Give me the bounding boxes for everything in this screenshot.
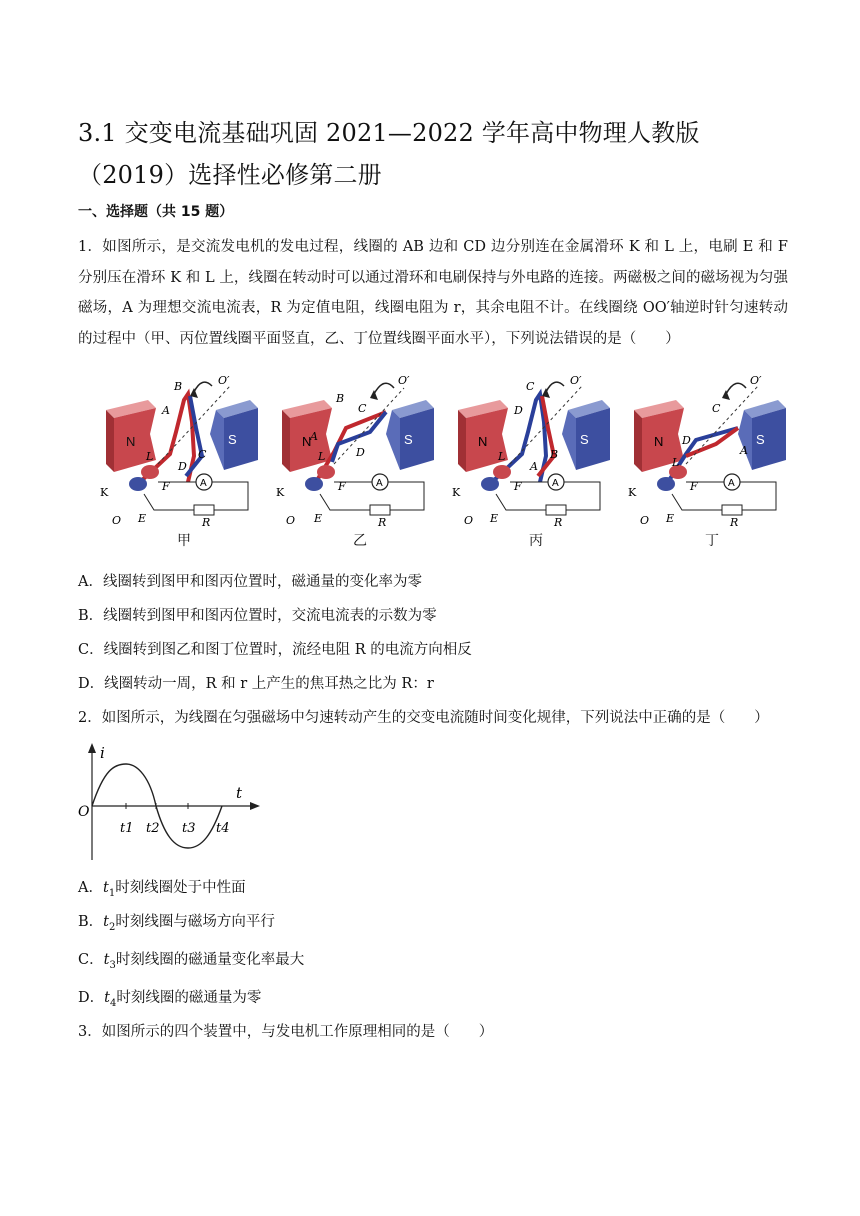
slip-ring-l-label: L	[146, 450, 154, 463]
slip-ring-l-label: L	[498, 450, 506, 463]
axis-o-label: O	[464, 514, 474, 527]
q2-option-a-text: 时刻线圈处于中性面	[115, 880, 246, 896]
slip-ring-l-label: L	[318, 450, 326, 463]
q2-option-b-sub: 2	[108, 921, 116, 933]
slip-ring-l-label: L	[672, 456, 680, 469]
section-heading: 一、选择题（共 15 题）	[78, 204, 234, 220]
graph-tick-t1: t1	[120, 821, 134, 836]
q2-option-c-letter: C．	[78, 952, 104, 968]
axis-o-prime-label: O′	[750, 374, 762, 387]
corner-d-label: D	[178, 460, 187, 473]
q2-option-d	[78, 988, 261, 1014]
resistor-label: R	[202, 516, 211, 529]
corner-d-label: D	[514, 404, 523, 417]
north-pole-label: N	[302, 434, 312, 449]
corner-c-label: C	[358, 402, 367, 415]
slip-ring-k-label: K	[628, 486, 637, 499]
generator-diagram-ding	[626, 372, 798, 532]
corner-d-label: D	[682, 434, 691, 447]
q2-option-b-t: t	[103, 914, 109, 930]
resistor-label: R	[378, 516, 387, 529]
brush-e-label: E	[666, 512, 675, 525]
q2-option-b-text: 时刻线圈与磁场方向平行	[115, 914, 275, 930]
axis-o-prime-label: O′	[570, 374, 582, 387]
north-pole-label: N	[126, 434, 136, 449]
axis-o-prime-label: O′	[398, 374, 410, 387]
page-title: 3.1 交变电流基础巩固 2021—2022 学年高中物理人教版（2019）选择性必修第二册	[78, 119, 700, 189]
brush-e-label: E	[138, 512, 147, 525]
q2-option-d-sub: 4	[109, 997, 117, 1009]
q2-option-c-text: 时刻线圈的磁通量变化率最大	[115, 952, 305, 968]
corner-b-label: B	[336, 392, 345, 405]
panel-bing	[450, 372, 622, 552]
north-pole-label: N	[478, 434, 488, 449]
brush-e-label: E	[490, 512, 499, 525]
q2-option-c	[78, 950, 304, 976]
slip-ring-k-label: K	[276, 486, 285, 499]
axis-o-label: O	[286, 514, 296, 527]
resistor-label: R	[554, 516, 563, 529]
corner-b-label: B	[550, 448, 559, 461]
brush-f-label: F	[162, 480, 170, 493]
axis-o-prime-label: O′	[218, 374, 230, 387]
question-1-stem: 1．如图所示，是交流发电机的发电过程，线圈的 AB 边和 CD 边分别连在金属滑环 K 和 L 上，电刷 E 和 F 分别压在滑环 K 和 L 上，线圈在转动时可以通过滑环和电刷保持与外电路的连接。两磁极之间的磁场视为匀强磁场，A 为理想交流电流表，R 为定值电阻，线圈电阻为 r，其余电阻不计。在线圈绕 OO′轴逆时针匀速转动的过程中（甲、丙位置线圈平面竖直，乙、丁位置线圈平面水平），下列说法错误的是（ ）	[78, 239, 788, 347]
generator-figure	[98, 372, 798, 552]
graph-x-label: t	[236, 784, 243, 802]
graph-tick-t4: t4	[216, 821, 230, 836]
caption-ding: 丁	[705, 533, 719, 549]
axis-o-label: O	[112, 514, 122, 527]
q2-option-b-letter: B．	[78, 914, 104, 930]
brush-f-label: F	[690, 480, 698, 493]
q1-option-b: B．线圈转到图甲和图丙位置时，交流电流表的示数为零	[78, 608, 437, 624]
graph-origin-label: O	[78, 804, 90, 820]
caption-bing: 丙	[529, 533, 543, 549]
graph-y-label: i	[100, 744, 105, 762]
q2-option-c-t: t	[103, 952, 110, 968]
brush-e-label: E	[314, 512, 323, 525]
corner-c-label: C	[198, 448, 207, 461]
panel-yi	[274, 372, 446, 552]
q2-option-a-letter: A．	[78, 880, 103, 896]
current-time-graph	[76, 740, 266, 866]
graph-tick-t2: t2	[146, 821, 160, 836]
brush-f-label: F	[514, 480, 522, 493]
corner-a-label: A	[162, 404, 170, 417]
corner-a-label: A	[530, 460, 538, 473]
ammeter-label: A	[376, 478, 383, 489]
panel-jia	[98, 372, 270, 552]
corner-b-label: B	[174, 380, 183, 393]
caption-yi: 乙	[353, 533, 367, 549]
corner-a-label: A	[740, 444, 748, 457]
north-pole-label: N	[654, 434, 664, 449]
question-2-stem: 2．如图所示，为线圈在匀强磁场中匀速转动产生的交变电流随时间变化规律，下列说法中正确的是（ ）	[78, 710, 769, 726]
q2-option-a-sub: 1	[108, 887, 116, 899]
ammeter-label: A	[552, 478, 559, 489]
q2-option-d-t: t	[104, 990, 110, 1006]
resistor-label: R	[730, 516, 739, 529]
corner-c-label: C	[526, 380, 535, 393]
generator-diagram-bing	[450, 372, 622, 532]
q1-option-c: C．线圈转到图乙和图丁位置时，流经电阻 R 的电流方向相反	[78, 642, 472, 658]
corner-a-label: A	[310, 430, 318, 443]
q2-option-a-t: t	[102, 880, 109, 896]
slip-ring-k-label: K	[452, 486, 461, 499]
generator-diagram-jia	[98, 372, 270, 532]
q2-option-c-sub: 3	[109, 959, 116, 971]
ammeter-label: A	[728, 478, 735, 489]
q2-option-b	[78, 912, 275, 938]
graph-tick-t3: t3	[182, 821, 196, 836]
q2-option-d-text: 时刻线圈的磁通量为零	[116, 990, 262, 1006]
axis-o-label: O	[640, 514, 650, 527]
generator-diagram-yi	[274, 372, 446, 532]
q1-option-a: A．线圈转到图甲和图丙位置时，磁通量的变化率为零	[78, 574, 422, 590]
slip-ring-k-label: K	[100, 486, 109, 499]
brush-f-label: F	[338, 480, 346, 493]
ammeter-label: A	[200, 478, 207, 489]
corner-c-label: C	[712, 402, 721, 415]
q2-option-a	[78, 878, 246, 904]
q1-option-d: D．线圈转动一周，R 和 r 上产生的焦耳热之比为 R：r	[78, 676, 434, 692]
panel-ding	[626, 372, 798, 552]
caption-jia: 甲	[177, 533, 191, 549]
south-pole-label: S	[228, 432, 237, 447]
corner-d-label: D	[356, 446, 365, 459]
south-pole-label: S	[756, 432, 765, 447]
question-3-stem: 3．如图所示的四个装置中，与发电机工作原理相同的是（ ）	[78, 1024, 494, 1040]
south-pole-label: S	[580, 432, 589, 447]
q2-option-d-letter: D．	[78, 990, 105, 1006]
south-pole-label: S	[404, 432, 413, 447]
